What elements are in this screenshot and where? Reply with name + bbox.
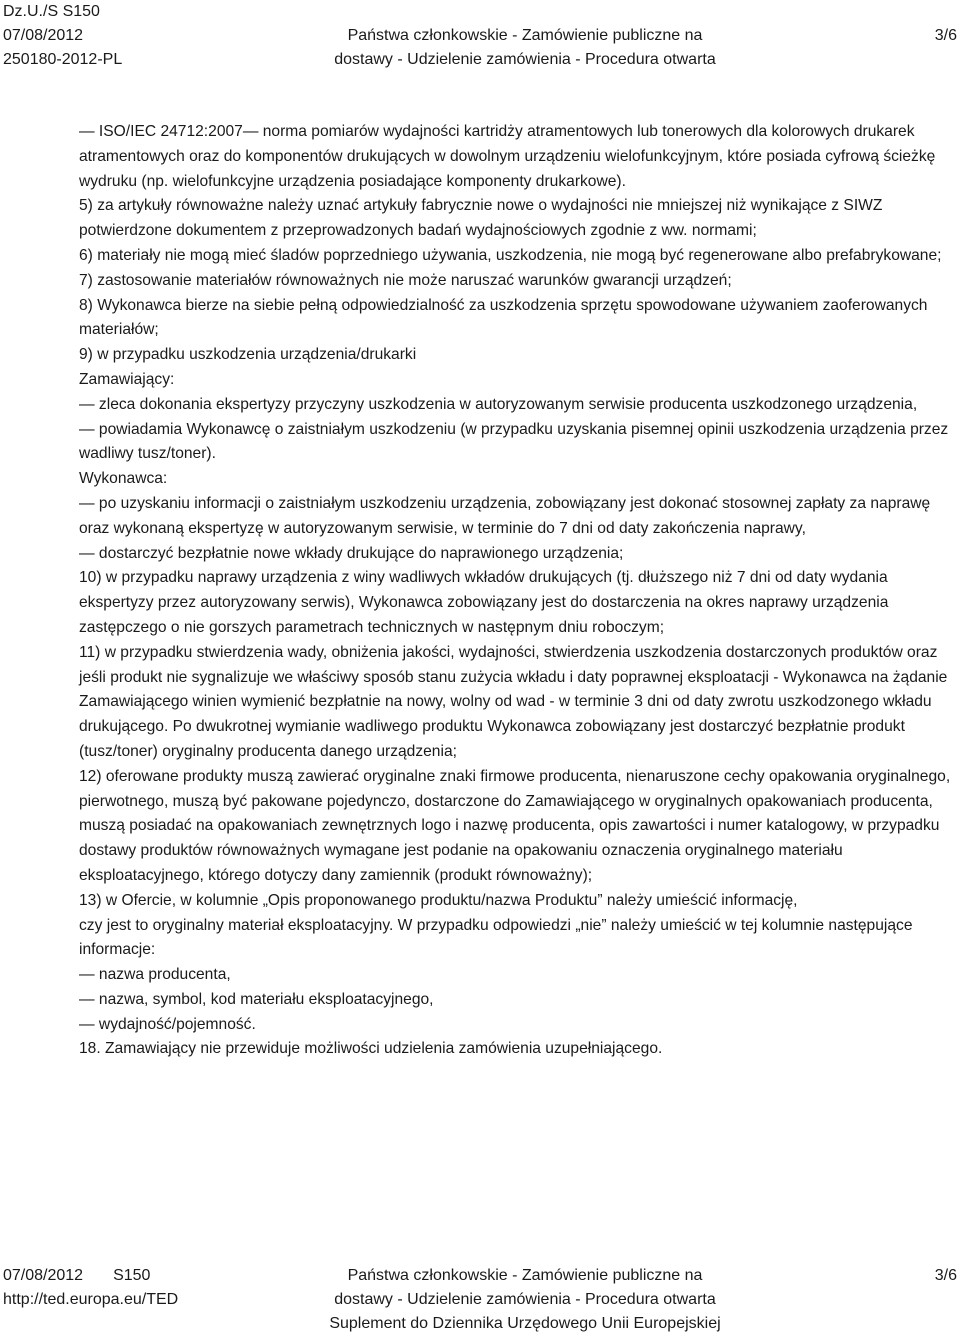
paragraph-13: 13) w Ofercie, w kolumnie „Opis proponowanego produktu/nazwa Produktu” należy umieścić informację, [79,891,798,909]
header-center [310,0,740,72]
paragraph-nazwa-symbol: — nazwa, symbol, kod materiału eksploatacyjnego, [79,990,434,1008]
footer-center [310,1264,740,1336]
document-body [79,120,959,1062]
footer-title-line3: Suplement do Dziennika Urzędowego Unii Europejskiej [329,1315,721,1332]
footer-date: 07/08/2012 [3,1267,84,1284]
footer-title-line1: Państwa członkowskie - Zamówienie publiczne na [347,1267,703,1284]
footer-left [3,1264,178,1312]
paragraph-nazwa-producenta: — nazwa producenta, [79,966,231,984]
paragraph-13-cont: czy jest to oryginalny materiał eksploatacyjny. W przypadku odpowiedzi „nie” należy umieścić w tej kolumnie następujące informacje: [79,916,913,959]
paragraph-powiadamia: — powiadamia Wykonawcę o zaistniałym uszkodzeniu (w przypadku uzyskania pisemnej opinii uszkodzenia urządzenia przez wadliwy tusz/toner). [79,420,949,463]
header-title-line2: dostawy - Udzielenie zamówienia - Procedura otwarta [334,51,716,68]
paragraph-zleca: — zleca dokonania ekspertyzy przyczyny uszkodzenia w autoryzowanym serwisie producenta uszkodzonego urządzenia, [79,395,918,413]
paragraph-dostarczyc: — dostarczyć bezpłatnie nowe wkłady drukujące do naprawionego urządzenia; [79,544,624,562]
footer-series: S150 [113,1267,151,1284]
footer-url[interactable]: http://ted.europa.eu/TED [3,1291,179,1308]
header-page-number: 3/6 [934,27,957,44]
paragraph-9: 9) w przypadku uszkodzenia urządzenia/drukarki [79,346,417,364]
header-date: 07/08/2012 [3,27,84,44]
paragraph-po-uzyskaniu: — po uzyskaniu informacji o zaistniałym uszkodzeniu urządzenia, zobowiązany jest dokonać stosownej zapłaty za naprawę oraz wykonaną ekspertyzę w autoryzowanym serwisie, w terminie do 7 dni od daty zakończenia naprawy, [79,494,931,537]
paragraph-12: 12) oferowane produkty muszą zawierać oryginalne znaki firmowe producenta, nienaruszone cechy opakowania oryginalnego, pierwotnego, muszą być pakowane pojedynczo, dostarczone do Zamawiającego w oryginalnych opakowaniach producenta, muszą posiadać na opakowaniach zewnętrznych logo i nazwę producenta, opis zawartości i numer katalogowy, w przypadku dostawy produktów równoważnych wymagane jest podanie na opakowaniu oznaczenia oryginalnego materiału eksploatacyjnego, którego dotyczy dany zamiennik (produkt równoważny); [79,767,951,884]
paragraph-zamawiajacy: Zamawiający: [79,370,175,388]
footer-title-line2: dostawy - Udzielenie zamówienia - Procedura otwarta [334,1291,716,1308]
header-ref: 250180-2012-PL [3,51,123,68]
paragraph-7: 7) zastosowanie materiałów równoważnych nie może naruszać warunków gwarancji urządzeń; [79,271,732,289]
paragraph-18: 18. Zamawiający nie przewiduje możliwości udzielenia zamówienia uzupełniającego. [79,1040,663,1058]
paragraph-11: 11) w przypadku stwierdzenia wady, obniżenia jakości, wydajności, stwierdzenia uszkodzenia dostarczonych produktów oraz jeśli produkt nie sygnalizuje we właściwy sposób stanu zużycia wkładu i daty poprawnej eksploatacji - Wykonawca na żądanie Zamawiającego winien wymienić bezpłatnie na nowy, wolny od wad - w terminie 3 dni od daty zwrotu uszkodzonego wkładu drukującego. Po dwukrotnej wymianie wadliwego produktu Wykonawca zobowiązany jest dostarczyć bezpłatnie produkt (tusz/toner) oryginalny producenta danego urządzenia; [79,643,948,760]
paragraph-wydajnosc: — wydajność/pojemność. [79,1015,256,1033]
header-left [3,0,122,72]
paragraph-8: 8) Wykonawca bierze na siebie pełną odpowiedzialność za uszkodzenia sprzętu spowodowane używaniem zaoferowanych materiałów; [79,296,928,339]
paragraph-wykonawca: Wykonawca: [79,470,168,488]
paragraph-6: 6) materiały nie mogą mieć śladów poprzedniego używania, uszkodzenia, nie mogą być regenerowane albo prefabrykowane; [79,246,942,264]
paragraph-iso-norm: — ISO/IEC 24712:2007— norma pomiarów wydajności kartridży atramentowych lub tonerowych dla kolorowych drukarek atramentowych oraz do komponentów drukujących w dowolnym urządzeniu wielofunkcyjnym, które posiada cyfrową ścieżkę wydruku (np. wielofunkcyjne urządzenia posiadające komponenty drukarkowe). [79,123,936,190]
footer-page-number: 3/6 [934,1267,957,1284]
header-title-line1: Państwa członkowskie - Zamówienie publiczne na [347,27,703,44]
paragraph-5: 5) za artykuły równoważne należy uznać artykuły fabrycznie nowe o wydajności nie mniejszej niż wynikające z SIWZ potwierdzone dokumentem z przeprowadzonych badań wydajnościowych zgodnie z ww. normami; [79,197,883,240]
header-doc-id: Dz.U./S S150 [3,3,100,20]
paragraph-10: 10) w przypadku naprawy urządzenia z winy wadliwych wkładów drukujących (tj. dłuższego niż 7 dni od daty wydania ekspertyzy przez autoryzowany serwis), Wykonawca zobowiązany jest do dostarczenia na okres naprawy urządzenia zastępczego o nie gorszych parametrach technicznych w następnym dniu roboczym; [79,569,889,636]
